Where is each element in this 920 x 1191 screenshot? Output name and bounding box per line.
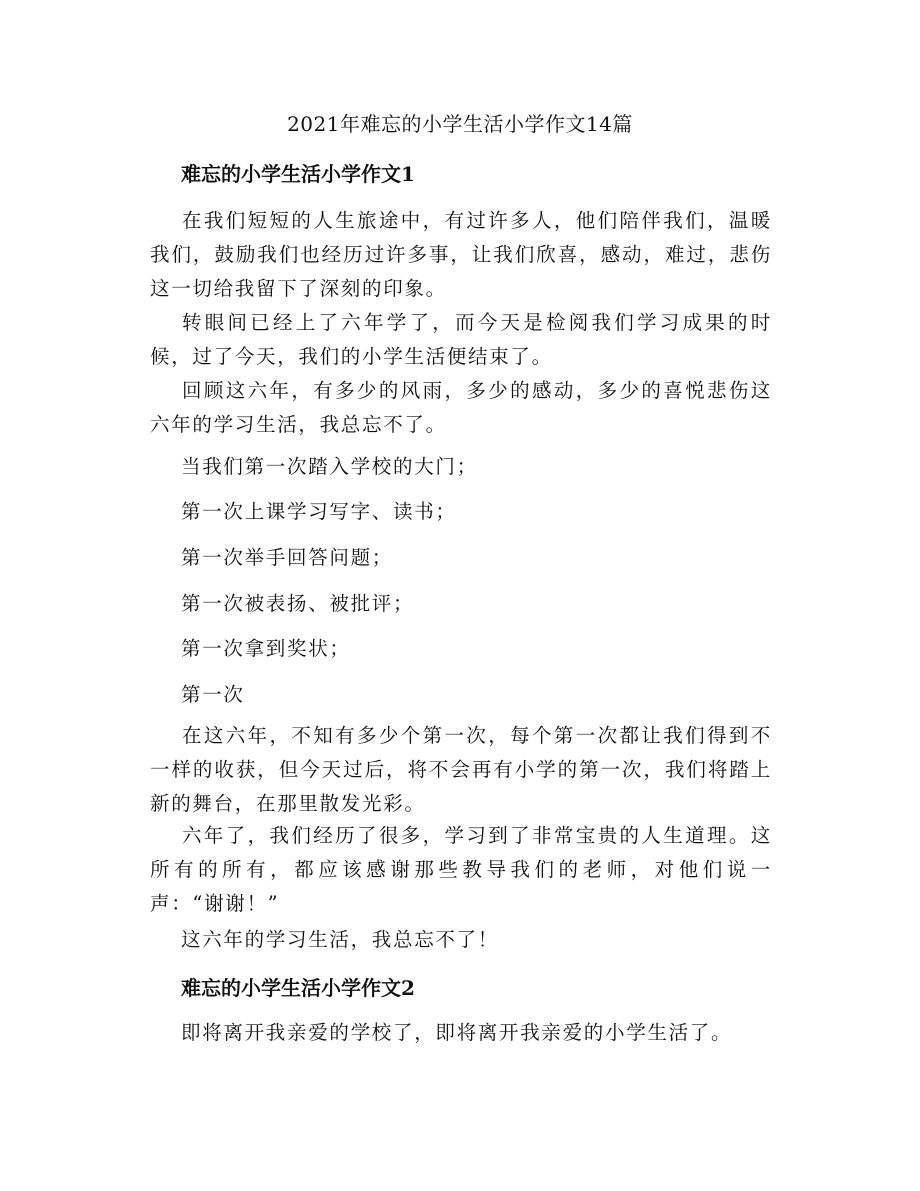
- paragraph: 当我们第一次踏入学校的大门；: [181, 455, 478, 478]
- paragraph: 即将离开我亲爱的学校了，即将离开我亲爱的小学生活了。: [181, 1021, 733, 1044]
- paragraph: 第一次举手回答问题；: [181, 546, 394, 569]
- essay-heading-2: 难忘的小学生活小学作文2: [181, 976, 415, 1000]
- paragraph: 在这六年，不知有多少个第一次，每个第一次都让我们得到不一样的收获，但今天过后，将不会再有小学的第一次，我们将踏上新的舞台，在那里散发光彩。: [150, 724, 772, 815]
- paragraph: 第一次上课学习写字、读书；: [181, 500, 457, 523]
- paragraph: 这六年的学习生活，我总忘不了！: [181, 928, 500, 951]
- paragraph: 转眼间已经上了六年学了，而今天是检阅我们学习成果的时候，过了今天，我们的小学生活便结束了。: [150, 311, 772, 368]
- document-title: 2021年难忘的小学生活小学作文14篇: [287, 112, 633, 136]
- paragraph: 六年了，我们经历了很多，学习到了非常宝贵的人生道理。这所有的所有，都应该感谢那些教导我们的老师，对他们说一声：“谢谢！”: [150, 824, 772, 915]
- paragraph: 在我们短短的人生旅途中，有过许多人，他们陪伴我们，温暖我们，鼓励我们也经历过许多事，让我们欣喜，感动，难过，悲伤这一切给我留下了深刻的印象。: [150, 209, 772, 300]
- essay-heading-1: 难忘的小学生活小学作文1: [181, 162, 415, 186]
- paragraph: 第一次: [181, 683, 245, 706]
- paragraph: 第一次被表扬、被批评；: [181, 592, 415, 615]
- paragraph: 第一次拿到奖状；: [181, 637, 351, 660]
- paragraph: 回顾这六年，有多少的风雨，多少的感动，多少的喜悦悲伤这六年的学习生活，我总忘不了。: [150, 379, 772, 436]
